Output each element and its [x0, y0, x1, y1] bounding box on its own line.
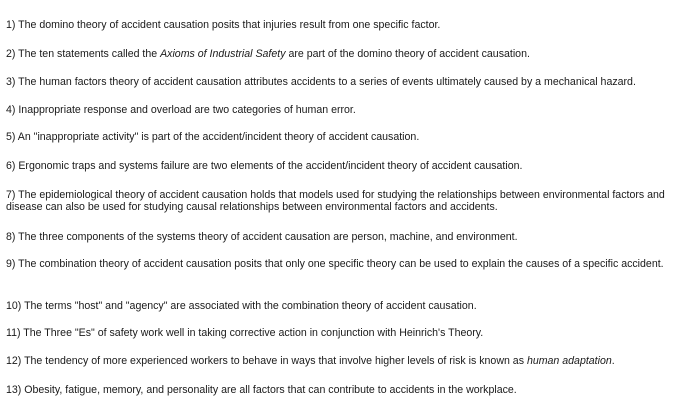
question-12 [6, 355, 696, 367]
question-10: 10) The terms "host" and "agency" are associated with the combination theory of accident causation. [6, 300, 477, 312]
question-7: 7) The epidemiological theory of accident causation holds that models used for studying the relationships between environmental factors and disease can also be used for studying causal relationships between environmental factors and accidents. [6, 189, 665, 213]
question-2-tail: are part of the domino theory of accident causation. [285, 48, 530, 60]
question-5: 5) An "inappropriate activity" is part of the accident/incident theory of accident causation. [6, 131, 420, 143]
question-2 [6, 48, 696, 60]
question-12-emphasis: human adaptation [526, 355, 612, 367]
question-11: 11) The Three "Es" of safety work well in taking corrective action in conjunction with Heinrich's Theory. [6, 327, 484, 339]
question-8: 8) The three components of the systems theory of accident causation are person, machine, and environment. [6, 231, 518, 243]
question-4: 4) Inappropriate response and overload are two categories of human error. [6, 104, 356, 116]
question-2-emphasis: Axioms of Industrial Safety [160, 48, 286, 60]
question-9: 9) The combination theory of accident causation posits that only one specific theory can be used to explain the causes of a specific accident. [6, 258, 664, 270]
question-13: 13) Obesity, fatigue, memory, and personality are all factors that can contribute to accidents in the workplace. [6, 384, 517, 396]
question-2-lead: 2) The ten statements called the [6, 48, 161, 60]
question-3: 3) The human factors theory of accident causation attributes accidents to a series of events ultimately caused by a mechanical hazard. [6, 76, 636, 88]
question-1: 1) The domino theory of accident causation posits that injuries result from one specific factor. [6, 19, 441, 31]
question-12-lead: 12) The tendency of more experienced workers to behave in ways that involve higher levels of risk is known as [6, 355, 527, 367]
question-6: 6) Ergonomic traps and systems failure are two elements of the accident/incident theory of accident causation. [6, 160, 523, 172]
question-12-tail: . [611, 355, 615, 367]
